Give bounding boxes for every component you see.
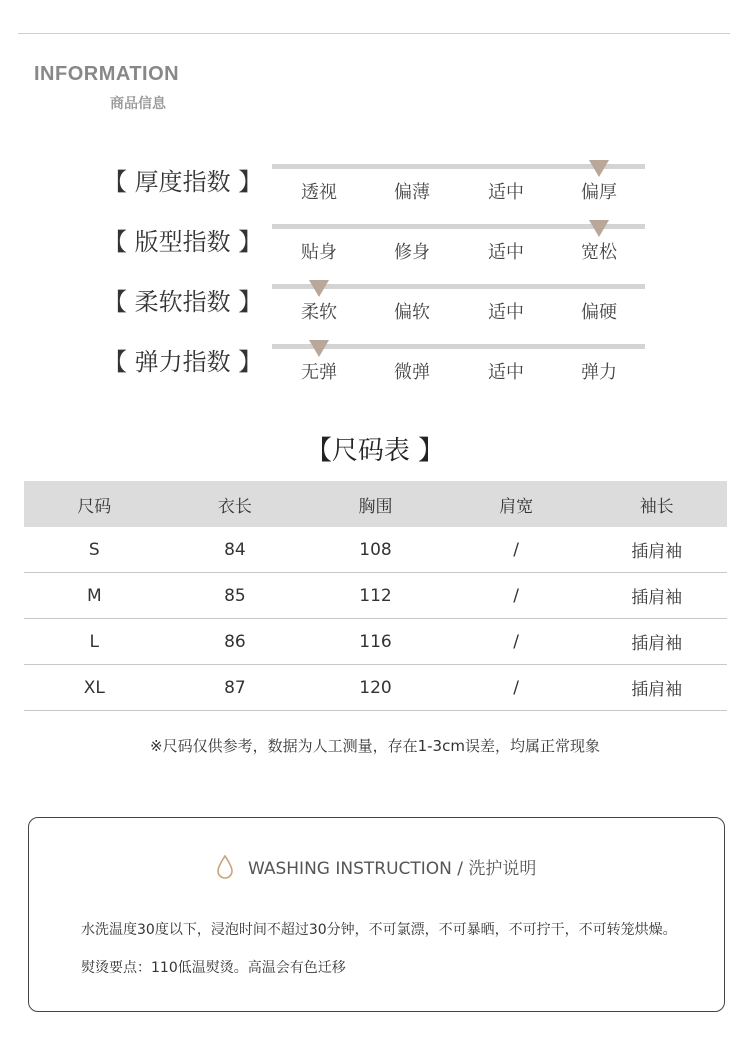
column-header: 袖长 xyxy=(586,481,727,527)
column-header: 衣长 xyxy=(165,481,306,527)
table-cell: / xyxy=(446,619,587,665)
table-cell: L xyxy=(24,619,165,665)
water-drop-icon xyxy=(217,855,233,879)
section-subtitle: 商品信息 xyxy=(110,96,166,112)
ironing-text: 熨烫要点：110低温熨烫。高温会有色迁移 xyxy=(81,960,346,976)
index-option: 偏硬 xyxy=(581,302,617,323)
table-cell: 87 xyxy=(165,665,306,711)
table-cell: / xyxy=(446,665,587,711)
table-cell: 插肩袖 xyxy=(586,619,727,665)
table-cell: 86 xyxy=(165,619,306,665)
washing-title: WASHING INSTRUCTION / 洗护说明 xyxy=(247,859,537,879)
index-option: 适中 xyxy=(488,242,524,263)
index-option: 适中 xyxy=(488,182,524,203)
size-table-title: 【尺码表 】 xyxy=(305,436,445,466)
index-marker-icon xyxy=(309,340,329,357)
index-option: 适中 xyxy=(488,362,524,383)
table-cell: 插肩袖 xyxy=(586,527,727,573)
index-option: 修身 xyxy=(394,242,430,263)
index-label: 【 柔软指数 】 xyxy=(103,288,263,316)
index-option: 贴身 xyxy=(301,242,337,263)
table-cell: 84 xyxy=(165,527,306,573)
table-cell: 120 xyxy=(305,665,446,711)
table-cell: S xyxy=(24,527,165,573)
index-option: 柔软 xyxy=(301,302,337,323)
table-cell: / xyxy=(446,573,587,619)
index-label: 【 弹力指数 】 xyxy=(103,348,263,376)
washing-heading xyxy=(29,854,724,879)
table-cell: 插肩袖 xyxy=(586,665,727,711)
index-option: 偏厚 xyxy=(581,182,617,203)
table-cell: M xyxy=(24,573,165,619)
table-cell: 插肩袖 xyxy=(586,573,727,619)
column-header: 胸围 xyxy=(305,481,446,527)
column-header: 肩宽 xyxy=(446,481,587,527)
index-row-fit xyxy=(0,222,750,282)
washing-text: 水洗温度30度以下，浸泡时间不超过30分钟，不可氯漂，不可暴晒，不可拧干，不可转笼烘燥。 xyxy=(81,922,677,938)
index-option: 无弹 xyxy=(301,362,337,383)
table-row xyxy=(24,573,727,619)
table-cell: 85 xyxy=(165,573,306,619)
index-row-thickness xyxy=(0,162,750,222)
index-option: 微弹 xyxy=(394,362,430,383)
section-title: INFORMATION xyxy=(34,63,180,85)
index-marker-icon xyxy=(309,280,329,297)
index-option: 宽松 xyxy=(581,242,617,263)
column-header: 尺码 xyxy=(24,481,165,527)
size-note: ※尺码仅供参考，数据为人工测量，存在1-3cm误差，均属正常现象 xyxy=(150,737,600,755)
table-cell: XL xyxy=(24,665,165,711)
table-cell: 112 xyxy=(305,573,446,619)
washing-instruction-box xyxy=(28,817,725,1012)
table-row xyxy=(24,619,727,665)
index-marker-icon xyxy=(589,220,609,237)
table-row xyxy=(24,665,727,711)
index-row-elasticity xyxy=(0,342,750,402)
table-row xyxy=(24,527,727,573)
index-option: 透视 xyxy=(301,182,337,203)
table-cell: 116 xyxy=(305,619,446,665)
index-marker-icon xyxy=(589,160,609,177)
index-option: 弹力 xyxy=(581,362,617,383)
index-option: 偏薄 xyxy=(394,182,430,203)
table-cell: / xyxy=(446,527,587,573)
index-option: 偏软 xyxy=(394,302,430,323)
size-table xyxy=(24,481,727,711)
table-header-row xyxy=(24,481,727,527)
index-label: 【 版型指数 】 xyxy=(103,228,263,256)
index-row-softness xyxy=(0,282,750,342)
top-divider xyxy=(18,33,730,34)
table-cell: 108 xyxy=(305,527,446,573)
index-label: 【 厚度指数 】 xyxy=(103,168,263,196)
index-option: 适中 xyxy=(488,302,524,323)
